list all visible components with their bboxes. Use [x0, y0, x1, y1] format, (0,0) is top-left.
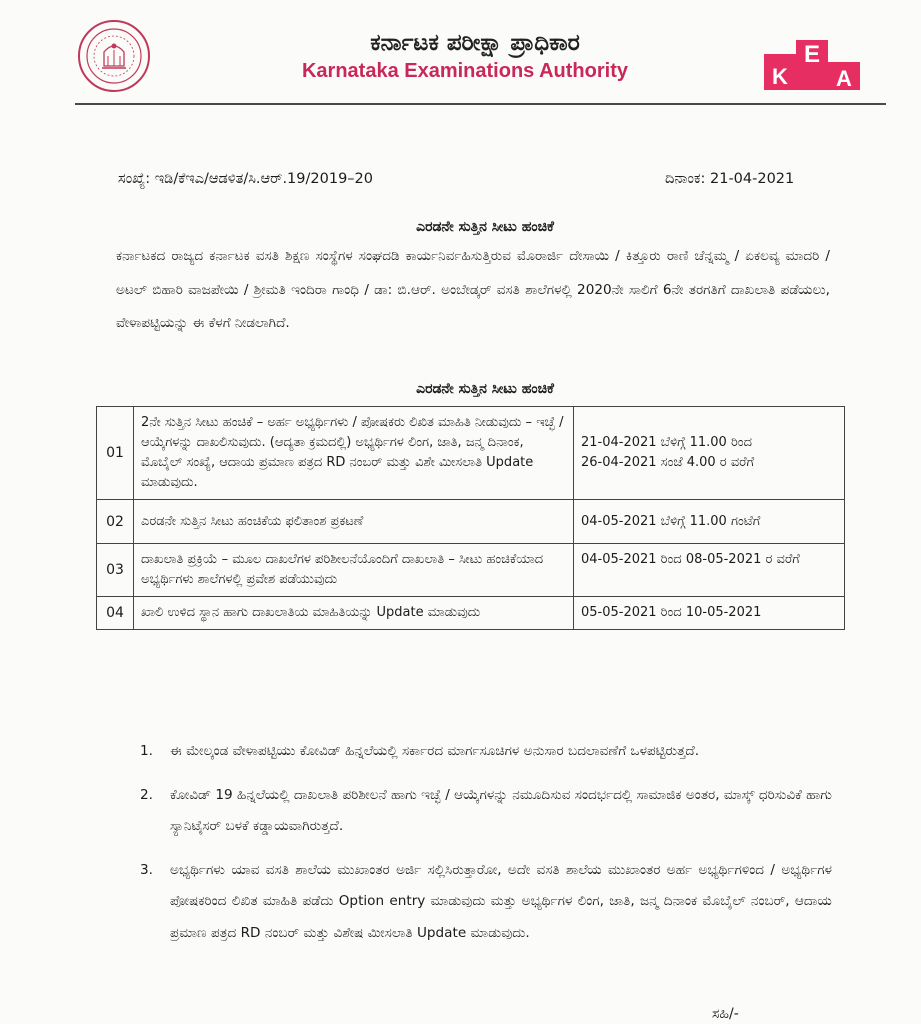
kea-logo — [762, 22, 862, 92]
row-date-line: 26-04-2021 ಸಂಜೆ 4.00 ರ ವರೆಗೆ — [581, 455, 755, 470]
row-number: 03 — [97, 544, 134, 597]
note-text: ಕೋವಿಡ್ 19 ಹಿನ್ನಲೆಯಲ್ಲಿ ದಾಖಲಾತಿ ಪರಿಶೀಲನೆ ಹಾಗು ಇಚ್ಛೆ / ಆಯ್ಕೆಗಳನ್ನು ನಮೂದಿಸುವ ಸಂದರ್ಭದಲ್ಲಿ ಸಾಮಾಜಿಕ ಅಂತರ, ಮಾಸ್ಕ್ ಧರಿಸುವಿಕೆ ಹಾಗು ಸ್ಯಾನಿಟೈಸರ್ ಬಳಕೆ ಕಡ್ಡಾಯವಾಗಿರುತ್ತದೆ. — [170, 786, 832, 834]
row-number: 02 — [97, 500, 134, 544]
authority-title-kannada: ಕರ್ನಾಟಕ ಪರೀಕ್ಷಾ ಪ್ರಾಧಿಕಾರ — [370, 30, 580, 56]
row-date — [574, 407, 845, 500]
row-date: 05-05-2021 ರಿಂದ 10-05-2021 — [574, 597, 845, 630]
table-row — [97, 597, 845, 630]
letterhead — [0, 0, 921, 110]
table-heading: ಎರಡನೇ ಸುತ್ತಿನ ಸೀಟು ಹಂಚಿಕೆ — [416, 381, 554, 397]
list-item — [116, 855, 832, 950]
intro-paragraph: ಕರ್ನಾಟಕದ ರಾಜ್ಯದ ಕರ್ನಾಟಕ ವಸತಿ ಶಿಕ್ಷಣ ಸಂಸ್ಥೆಗಳ ಸಂಘದಡಿ ಕಾರ್ಯನಿರ್ವಹಿಸುತ್ತಿರುವ ಮೊರಾರ್ಜಿ ದೇಸಾಯಿ / ಕಿತ್ತೂರು ರಾಣಿ ಚೆನ್ನಮ್ಮ / ಏಕಲವ್ಯ ಮಾದರಿ / ಅಟಲ್ ಬಿಹಾರಿ ವಾಜಪೇಯಿ / ಶ್ರೀಮತಿ ಇಂದಿರಾ ಗಾಂಧಿ / ಡಾ: ಬಿ.ಆರ್. ಅಂಬೇಡ್ಕರ್ ವಸತಿ ಶಾಲೆಗಳಲ್ಲಿ 2020ನೇ ಸಾಲಿಗೆ 6ನೇ ತರಗತಿಗೆ ದಾಖಲಾತಿ ಪಡೆಯಲು, ವೇಳಾಪಟ್ಟಿಯನ್ನು ಈ ಕೆಳಗೆ ನೀಡಲಾಗಿದೆ. — [116, 248, 830, 331]
note-number: 2. — [140, 786, 153, 803]
note-number: 1. — [140, 743, 153, 759]
signature: ಸಹಿ/- — [712, 1006, 739, 1022]
row-date: 04-05-2021 ಬೆಳಿಗ್ಗೆ 11.00 ಗಂಟೆಗೆ — [574, 500, 845, 544]
row-date: 04-05-2021 ರಿಂದ 08-05-2021 ರ ವರೆಗೆ — [574, 544, 845, 597]
row-number: 04 — [97, 597, 134, 630]
letter-date: ದಿನಾಂಕ: 21-04-2021 — [665, 171, 795, 187]
row-activity: ಖಾಲಿ ಉಳಿದ ಸ್ಥಾನ ಹಾಗು ದಾಖಲಾತಿಯ ಮಾಹಿತಿಯನ್ನು Update ಮಾಡುವುದು — [134, 597, 574, 630]
table-row — [97, 407, 845, 500]
row-activity: 2ನೇ ಸುತ್ತಿನ ಸೀಟು ಹಂಚಿಕೆ – ಅರ್ಹ ಅಭ್ಯರ್ಥಿಗಳು / ಪೋಷಕರು ಲಿಖಿತ ಮಾಹಿತಿ ನೀಡುವುದು – ಇಚ್ಛೆ / ಆಯ್ಕೆಗಳನ್ನು ದಾಖಲಿಸುವುದು. (ಆದ್ಯತಾ ಕ್ರಮದಲ್ಲಿ) ಅಭ್ಯರ್ಥಿಗಳ ಲಿಂಗ, ಜಾತಿ, ಜನ್ಮ ದಿನಾಂಕ, ಮೊಬೈಲ್ ಸಂಖ್ಯೆ, ಆದಾಯ ಪ್ರಮಾಣ ಪತ್ರದ RD ನಂಬರ್ ಮತ್ತು ವಿಶೇ ಮೀಸಲಾತಿ Update ಮಾಡುವುದು. — [134, 407, 574, 500]
authority-title-english: Karnataka Examinations Authority — [301, 60, 628, 82]
svg-text:K: K — [772, 64, 788, 89]
row-activity: ದಾಖಲಾತಿ ಪ್ರಕ್ರಿಯೆ – ಮೂಲ ದಾಖಲೆಗಳ ಪರಿಶೀಲನೆಯೊಂದಿಗೆ ದಾಖಲಾತಿ – ಸೀಟು ಹಂಚಿಕೆಯಾದ ಅಭ್ಯರ್ಥಿಗಳು ಶಾಲೆಗಳಲ್ಲಿ ಪ್ರವೇಶ ಪಡೆಯುವುದು — [134, 544, 574, 597]
document-heading: ಎರಡನೇ ಸುತ್ತಿನ ಸೀಟು ಹಂಚಿಕೆ — [416, 219, 554, 235]
list-item — [116, 780, 832, 843]
karnataka-emblem-seal — [78, 20, 150, 92]
list-item — [116, 736, 832, 768]
notes-list — [116, 736, 832, 961]
note-text: ಈ ಮೇಲ್ಕಂಡ ವೇಳಾಪಟ್ಟಿಯು ಕೋವಿಡ್ ಹಿನ್ನಲೆಯಲ್ಲಿ ಸರ್ಕಾರದ ಮಾರ್ಗಸೂಚಿಗಳ ಅನುಸಾರ ಬದಲಾವಣೆಗೆ ಒಳಪಟ್ಟಿರುತ್ತದೆ. — [170, 743, 700, 759]
svg-text:E: E — [804, 41, 821, 68]
reference-number: ಸಂಖ್ಯೆ: ಇಡಿ/ಕೆಇಎ/ಆಡಳಿತ/ಸಿ.ಆರ್.19/2019–20 — [118, 171, 373, 187]
header-divider — [75, 103, 886, 105]
row-activity: ಎರಡನೇ ಸುತ್ತಿನ ಸೀಟು ಹಂಚಿಕೆಯ ಫಲಿತಾಂಶ ಪ್ರಕಟಣೆ — [134, 500, 574, 544]
row-date-line: 21-04-2021 ಬೆಳಿಗ್ಗೆ 11.00 ರಿಂದ — [581, 435, 752, 450]
row-number: 01 — [97, 407, 134, 500]
table-row — [97, 544, 845, 597]
note-number: 3. — [140, 861, 153, 878]
note-text: ಅಭ್ಯರ್ಥಿಗಳು ಯಾವ ವಸತಿ ಶಾಲೆಯ ಮುಖಾಂತರ ಅರ್ಜಿ ಸಲ್ಲಿಸಿರುತ್ತಾರೋ, ಅದೇ ವಸತಿ ಶಾಲೆಯ ಮುಖಾಂತರ ಅರ್ಹ ಅಭ್ಯರ್ಥಿಗಳಿಂದ / ಅಭ್ಯರ್ಥಿಗಳ ಪೋಷಕರಿಂದ ಲಿಖಿತ ಮಾಹಿತಿ ಪಡೆದು Option entry ಮಾಡುವುದು ಮತ್ತು ಅಭ್ಯರ್ಥಿಗಳ ಲಿಂಗ, ಜಾತಿ, ಜನ್ಮ ದಿನಾಂಕ ಮೊಬೈಲ್ ನಂಬರ್, ಆದಾಯ ಪ್ರಮಾಣ ಪತ್ರದ RD ನಂಬರ್ ಮತ್ತು ವಿಶೇಷ ಮೀಸಲಾತಿ Update ಮಾಡುವುದು. — [170, 861, 832, 941]
table-row — [97, 500, 845, 544]
svg-text:A: A — [836, 66, 852, 91]
schedule-table — [96, 406, 845, 630]
